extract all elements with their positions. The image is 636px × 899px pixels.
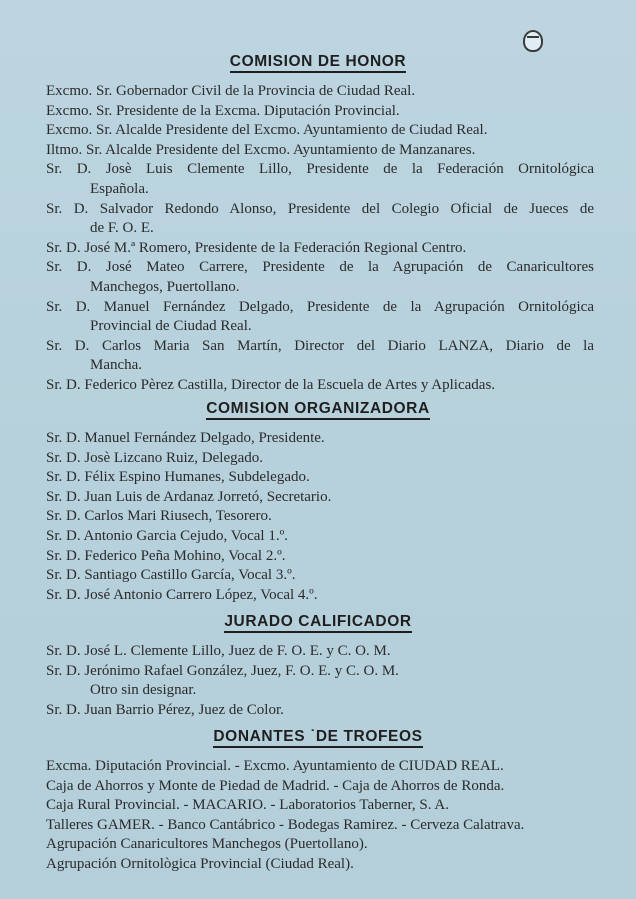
list-item: Sr. D. Juan Barrio Pérez, Juez de Color. xyxy=(46,701,284,718)
list-item: Sr. D. Santiago Castillo García, Vocal 3.º. xyxy=(46,567,296,584)
list-item: Sr. D. Manuel Fernández Delgado, Presidente. xyxy=(46,430,325,446)
list-item: Sr. D. Salvador Redondo Alonso, Presidente del Colegio Oficial de Jueces de xyxy=(46,200,594,217)
heading-comision-honor xyxy=(0,53,636,71)
heading-text: DONANTES ˙DE TROFEOS xyxy=(213,728,422,748)
list-item: Excmo. Sr. Presidente de la Excma. Diputación Provincial. xyxy=(46,102,400,119)
punch-hole-icon xyxy=(523,30,543,52)
list-item: Sr. D. Carlos Maria San Martín, Director del Diario LANZA, Diario de la xyxy=(46,337,594,354)
heading-text: JURADO CALIFICADOR xyxy=(224,613,411,633)
list-item: de F. O. E. xyxy=(90,220,154,237)
organizadora-list xyxy=(46,429,594,605)
list-item: Caja Rural Provincial. - MACARIO. - Laboratorios Taberner, S. A. xyxy=(46,797,449,814)
list-item: Sr. D. Antonio Garcia Cejudo, Vocal 1.º. xyxy=(46,527,288,544)
list-item: Española. xyxy=(90,180,149,197)
list-item: Sr. D. Jerónimo Rafael González, Juez, F. O. E. y C. O. M. xyxy=(46,662,399,679)
list-item: Sr. D. José L. Clemente Lillo, Juez de F. O. E. y C. O. M. xyxy=(46,643,391,659)
list-item: Sr. D. Josè Lizcano Ruiz, Delegado. xyxy=(46,449,264,466)
list-item: Agrupación Ornitològica Provincial (Ciudad Real). xyxy=(46,855,354,872)
list-item: Sr. D. Federico Peña Mohino, Vocal 2.º. xyxy=(46,547,286,564)
list-item: Otro sin designar. xyxy=(90,682,197,699)
heading-text: COMISION ORGANIZADORA xyxy=(206,400,430,420)
list-item: Manchegos, Puertollano. xyxy=(90,278,240,295)
heading-comision-organizadora xyxy=(0,400,636,418)
list-item: Mancha. xyxy=(90,357,143,374)
list-item: Sr. D. Josè Luis Clemente Lillo, Presidente de la Federación Ornitológica xyxy=(46,161,594,178)
list-item: Excmo. Sr. Alcalde Presidente del Excmo. Ayuntamiento de Ciudad Real. xyxy=(46,122,488,139)
heading-donantes-trofeos xyxy=(0,728,636,746)
donantes-list xyxy=(46,757,594,875)
list-item: Sr. D. José M.ª Romero, Presidente de la Federación Regional Centro. xyxy=(46,239,467,256)
list-item: Sr. D. Federico Pèrez Castilla, Director de la Escuela de Artes y Aplicadas. xyxy=(46,376,496,393)
list-item: Provincial de Ciudad Real. xyxy=(90,318,252,335)
list-item: Iltmo. Sr. Alcalde Presidente del Excmo. Ayuntamiento de Manzanares. xyxy=(46,141,476,158)
list-item: Excma. Diputación Provincial. - Excmo. Ayuntamiento de CIUDAD REAL. xyxy=(46,758,504,774)
list-item: Talleres GAMER. - Banco Cantábrico - Bodegas Ramirez. - Cerveza Calatrava. xyxy=(46,816,525,833)
honor-list xyxy=(46,82,594,396)
list-item: Sr. D. José Mateo Carrere, Presidente de la Agrupación de Canaricultores xyxy=(46,259,594,276)
jurado-list xyxy=(46,642,594,720)
list-item: Sr. D. Carlos Mari Riusech, Tesorero. xyxy=(46,508,272,525)
list-item: Agrupación Canaricultores Manchegos (Puertollano). xyxy=(46,836,368,853)
heading-text: COMISION DE HONOR xyxy=(230,53,406,73)
heading-jurado-calificador xyxy=(0,613,636,631)
list-item: Sr. D. Juan Luis de Ardanaz Jorretó, Secretario. xyxy=(46,488,332,505)
list-item: Sr. D. Manuel Fernández Delgado, Presidente de la Agrupación Ornitológica xyxy=(46,298,594,315)
list-item: Caja de Ahorros y Monte de Piedad de Madrid. - Caja de Ahorros de Ronda. xyxy=(46,777,505,794)
list-item: Sr. D. Félix Espino Humanes, Subdelegado. xyxy=(46,469,310,486)
list-item: Sr. D. José Antonio Carrero López, Vocal 4.º. xyxy=(46,586,318,603)
list-item: Excmo. Sr. Gobernador Civil de la Provincia de Ciudad Real. xyxy=(46,83,416,99)
